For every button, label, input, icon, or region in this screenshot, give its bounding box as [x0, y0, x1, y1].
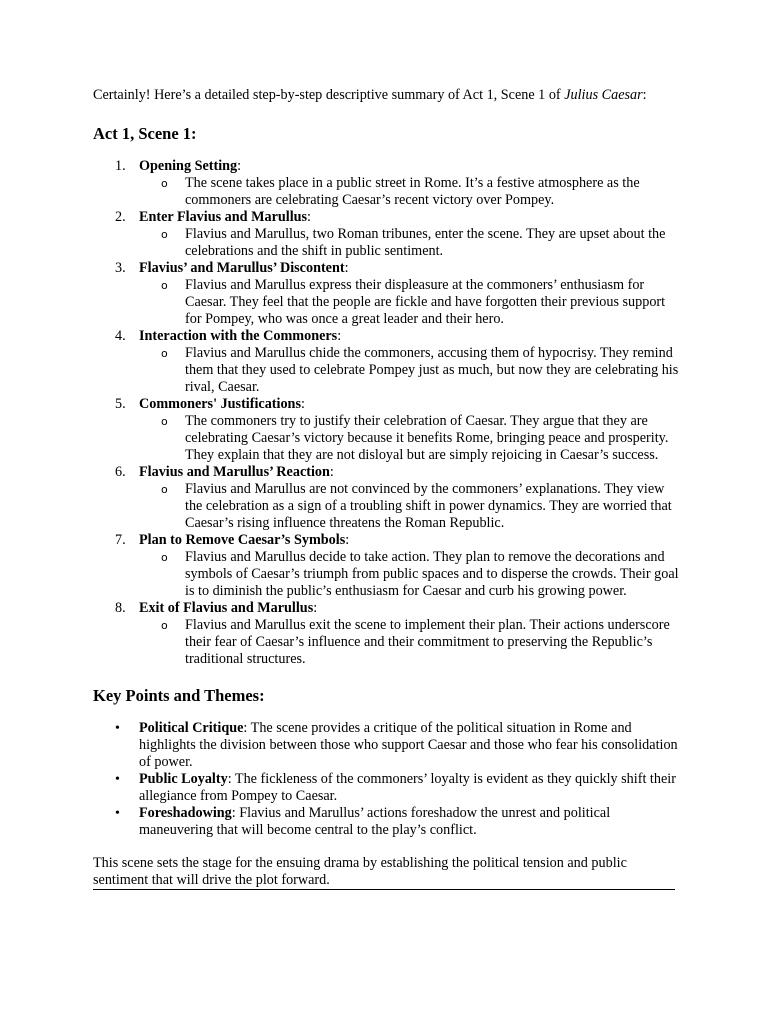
step-colon: :	[313, 600, 318, 616]
step-item	[93, 396, 683, 464]
sub-bullet-icon: o	[161, 228, 168, 241]
sub-bullet-icon: o	[161, 279, 168, 292]
step-title: Opening Setting	[139, 158, 238, 174]
play-title: Julius Caesar	[564, 87, 643, 103]
key-point-text: : Flavius and Marullus’ actions foreshadow the unrest and political maneuvering that will become central to the play’s conflict.	[139, 805, 611, 838]
step-title: Flavius’ and Marullus’ Discontent	[139, 260, 345, 276]
key-point-item	[93, 805, 683, 839]
step-detail	[93, 481, 683, 532]
step-detail-text: Flavius and Marullus express their displeasure at the commoners’ enthusiasm for Caesar. They feel that the people are fickle and have forgotten their previous support for Pompey, who was once a great leader and their hero.	[185, 277, 666, 327]
step-detail-text: Flavius and Marullus chide the commoners, accusing them of hypocrisy. They remind them that they used to celebrate Pompey just as much, but now they are celebrating his rival, Caesar.	[185, 345, 679, 395]
key-point-item	[93, 771, 683, 805]
step-detail-text: Flavius and Marullus are not convinced by the commoners’ explanations. They view the celebration as a sign of a troubling shift in power dynamics. They are worried that Caesar’s rising influence threatens the Roman Republic.	[185, 481, 672, 531]
step-title: Enter Flavius and Marullus	[139, 209, 308, 225]
key-point-title: Foreshadowing	[139, 805, 232, 821]
intro-suffix: :	[642, 87, 647, 103]
key-points-list	[93, 720, 683, 839]
sub-bullet-icon: o	[161, 177, 168, 190]
key-points-heading: Key Points and Themes:	[93, 686, 265, 705]
step-number: 6.	[115, 464, 126, 480]
bullet-icon: •	[115, 806, 120, 821]
key-point-title: Public Loyalty	[139, 771, 228, 787]
step-detail-text: The commoners try to justify their celebration of Caesar. They argue that they are celebrating Caesar’s victory because it benefits Rome, bringing peace and prosperity. They explain that they are not disloyal but are simply rejoicing in Caesar’s success.	[185, 413, 669, 463]
step-title: Plan to Remove Caesar’s Symbols	[139, 532, 346, 548]
step-colon: :	[337, 328, 342, 344]
step-title: Flavius and Marullus’ Reaction	[139, 464, 330, 480]
intro-paragraph	[93, 87, 683, 104]
step-colon: :	[329, 464, 334, 480]
step-item	[93, 600, 683, 668]
step-detail-text: Flavius and Marullus decide to take action. They plan to remove the decorations and symbols of Caesar’s triumph from public spaces and to disperse the crowds. Their goal is to diminish the public’s enthusiasm for Caesar and curb his growing power.	[185, 549, 679, 599]
step-detail-text: The scene takes place in a public street in Rome. It’s a festive atmosphere as the commoners are celebrating Caesar’s recent victory over Pompey.	[185, 175, 640, 208]
step-detail	[93, 277, 683, 328]
step-detail	[93, 226, 683, 260]
step-number: 1.	[115, 158, 126, 174]
step-detail	[93, 617, 683, 668]
step-detail-text: Flavius and Marullus exit the scene to implement their plan. Their actions underscore their fear of Caesar’s influence and their commitment to preserving the Republic’s traditional structures.	[185, 617, 670, 667]
step-title: Interaction with the Commoners	[139, 328, 338, 344]
sub-bullet-icon: o	[161, 483, 168, 496]
sub-bullet-icon: o	[161, 347, 168, 360]
step-colon: :	[307, 209, 311, 225]
document-page	[93, 87, 683, 904]
step-colon: :	[300, 396, 305, 412]
step-detail	[93, 345, 683, 396]
key-point-text: : The fickleness of the commoners’ loyalty is evident as they quickly shift their allegiance from Pompey to Caesar.	[139, 771, 676, 804]
step-item	[93, 328, 683, 396]
step-item	[93, 260, 683, 328]
sub-bullet-icon: o	[161, 415, 168, 428]
step-detail	[93, 549, 683, 600]
step-number: 3.	[115, 260, 126, 276]
step-number: 4.	[115, 328, 126, 344]
step-title: Commoners' Justifications	[139, 396, 301, 412]
key-point-text: : The scene provides a critique of the political situation in Rome and highlights the division between those who support Caesar and those who fear his consolidation of power.	[139, 720, 678, 770]
step-detail	[93, 413, 683, 464]
intro-text: Certainly! Here’s a detailed step-by-step descriptive summary of Act 1, Scene 1 of	[93, 87, 565, 103]
step-item	[93, 464, 683, 532]
step-item	[93, 158, 683, 209]
step-number: 5.	[115, 396, 126, 412]
act-heading: Act 1, Scene 1:	[93, 124, 197, 143]
step-item	[93, 209, 683, 260]
key-point-title: Political Critique	[139, 720, 244, 736]
sub-bullet-icon: o	[161, 551, 168, 564]
step-list	[93, 158, 683, 668]
step-number: 2.	[115, 209, 126, 225]
step-number: 8.	[115, 600, 126, 616]
step-colon: :	[345, 532, 350, 548]
step-title: Exit of Flavius and Marullus	[139, 600, 314, 616]
closing-paragraph: This scene sets the stage for the ensuing drama by establishing the political tension and public sentiment that will drive the plot forward.	[93, 855, 675, 890]
step-item	[93, 532, 683, 600]
sub-bullet-icon: o	[161, 619, 168, 632]
step-detail-text: Flavius and Marullus, two Roman tribunes, enter the scene. They are upset about the celebrations and the shift in public sentiment.	[185, 226, 666, 259]
step-colon: :	[237, 158, 242, 174]
bullet-icon: •	[115, 772, 120, 787]
bullet-icon: •	[115, 721, 120, 736]
step-number: 7.	[115, 532, 126, 548]
step-colon: :	[344, 260, 349, 276]
step-detail	[93, 175, 683, 209]
key-point-item	[93, 720, 683, 771]
